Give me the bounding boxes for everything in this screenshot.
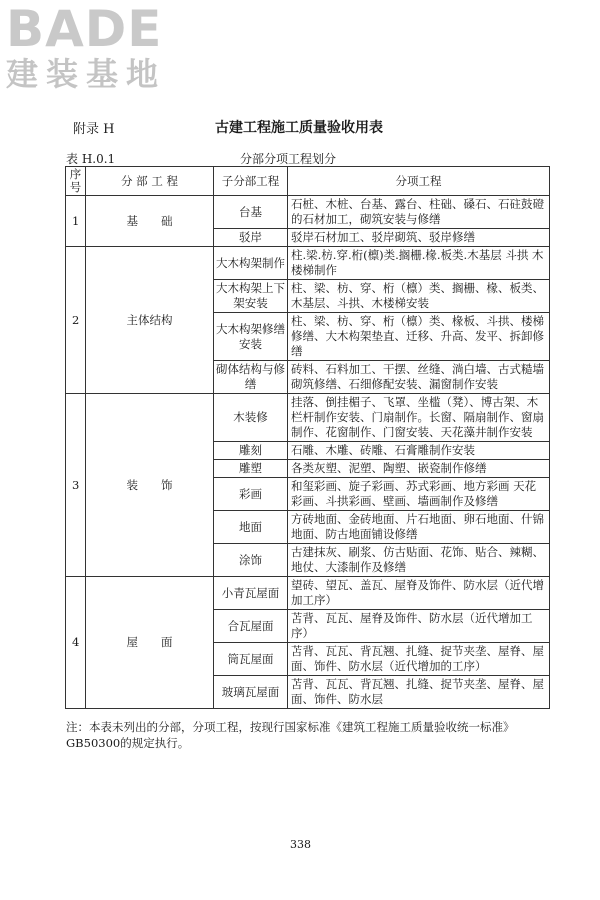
subdivision-cell: 大木构架修缮安装: [214, 313, 288, 361]
subdivision-cell: 木装修: [214, 394, 288, 442]
items-cell: 柱.梁.枋.穿.桁(檩)类.搁栅.椽.板类.木基层 斗拱 木楼梯制作: [288, 247, 550, 280]
table-row: [66, 247, 550, 280]
division-cell: 屋 面: [86, 577, 214, 709]
table-caption: 分部分项工程划分: [240, 152, 337, 166]
division-cell: 装 饰: [86, 394, 214, 577]
items-cell: 古建抹灰、刷浆、仿古贴面、花饰、贴合、辣糊、地仗、大漆制作及修缮: [288, 544, 550, 577]
items-cell: 驳岸石材加工、驳岸砌筑、驳岸修缮: [288, 229, 550, 247]
page-number: 338: [290, 838, 311, 851]
items-cell: 望砖、望瓦、盖瓦、屋脊及饰件、防水层（近代增加工序）: [288, 577, 550, 610]
seq-cell: 3: [66, 394, 86, 577]
division-cell: 基 础: [86, 196, 214, 247]
items-cell: 石桩、木桩、台基、露台、柱础、磉石、石砫鼓磴的石材加工，砌筑安装与修缮: [288, 196, 550, 229]
header-seq: 序号: [66, 167, 86, 196]
subdivision-cell: 合瓦屋面: [214, 610, 288, 643]
seq-cell: 4: [66, 577, 86, 709]
subdivision-cell: 驳岸: [214, 229, 288, 247]
header-items: 分项工程: [288, 167, 550, 196]
items-cell: 砖料、石料加工、干摆、丝缝、淌白墙、古式糙墙砌筑修缮、石细修配安装、漏窗制作安装: [288, 361, 550, 394]
subdivision-cell: 小青瓦屋面: [214, 577, 288, 610]
table-note: 注：本表未列出的分部，分项工程，按现行国家标准《建筑工程施工质量验收统一标准》GB50300的规定执行。: [66, 720, 515, 750]
division-table: [65, 166, 550, 709]
header-division: 分 部 工 程: [86, 167, 214, 196]
subdivision-cell: 彩画: [214, 478, 288, 511]
logo-subtitle: 建装基地: [6, 55, 167, 93]
items-cell: 苫背、瓦瓦、背瓦翘、扎缝、捉节夹垄、屋脊、屋面、饰件、防水层（近代增加的工序）: [288, 643, 550, 676]
table-row: [66, 394, 550, 442]
items-cell: 方砖地面、金砖地面、片石地面、卵石地面、什锦地面、防古地面铺设修缮: [288, 511, 550, 544]
page-title: 古建工程施工质量验收用表: [215, 120, 383, 136]
items-cell: 挂落、倒挂楣子、飞罩、坐槛（凳）、博古架、木栏杆制作安装、门扇制作。长窗、隔扇制作、窗扇制作、花窗制作、门窗安装、天花藻井制作安装: [288, 394, 550, 442]
division-cell: 主体结构: [86, 247, 214, 394]
items-cell: 和玺彩画、旋子彩画、苏式彩画、地方彩画 天花彩画、斗拱彩画、壁画、墙画制作及修缮: [288, 478, 550, 511]
items-cell: 柱、梁、枋、穿、桁（檩）类、搁栅、椽、板类、木基层、斗拱、木楼梯安装: [288, 280, 550, 313]
table-header-row: [66, 167, 550, 196]
subdivision-cell: 玻璃瓦屋面: [214, 676, 288, 709]
header-subdivision: 子分部工程: [214, 167, 288, 196]
table-row: [66, 196, 550, 229]
subdivision-cell: 筒瓦屋面: [214, 643, 288, 676]
table-row: [66, 577, 550, 610]
items-cell: 各类灰塑、泥塑、陶塑、嵌瓷制作修缮: [288, 460, 550, 478]
seq-cell: 2: [66, 247, 86, 394]
items-cell: 柱、梁、枋、穿、桁（檩）类、椽板、斗拱、楼梯修缮、大木构架垫直、迁移、升高、发平、拆卸修缮: [288, 313, 550, 361]
logo-brand: BADE: [6, 0, 163, 58]
bade-logo: [6, 0, 181, 93]
seq-cell: 1: [66, 196, 86, 247]
subdivision-cell: 涂饰: [214, 544, 288, 577]
items-cell: 苫背、瓦瓦、屋脊及饰件、防水层（近代增加工序）: [288, 610, 550, 643]
items-cell: 苫背、瓦瓦、背瓦翘、扎缝、捉节夹垄、屋脊、屋面、饰件、防水层: [288, 676, 550, 709]
items-cell: 石雕、木雕、砖雕、石膏雕制作安装: [288, 442, 550, 460]
subdivision-cell: 台基: [214, 196, 288, 229]
subdivision-cell: 砌体结构与修缮: [214, 361, 288, 394]
subdivision-cell: 雕塑: [214, 460, 288, 478]
subdivision-cell: 地面: [214, 511, 288, 544]
subdivision-cell: 大木构架制作: [214, 247, 288, 280]
appendix-label: 附录 H: [73, 122, 115, 137]
subdivision-cell: 大木构架上下架安装: [214, 280, 288, 313]
subdivision-cell: 雕刻: [214, 442, 288, 460]
table-id: 表 H.0.1: [66, 152, 116, 166]
